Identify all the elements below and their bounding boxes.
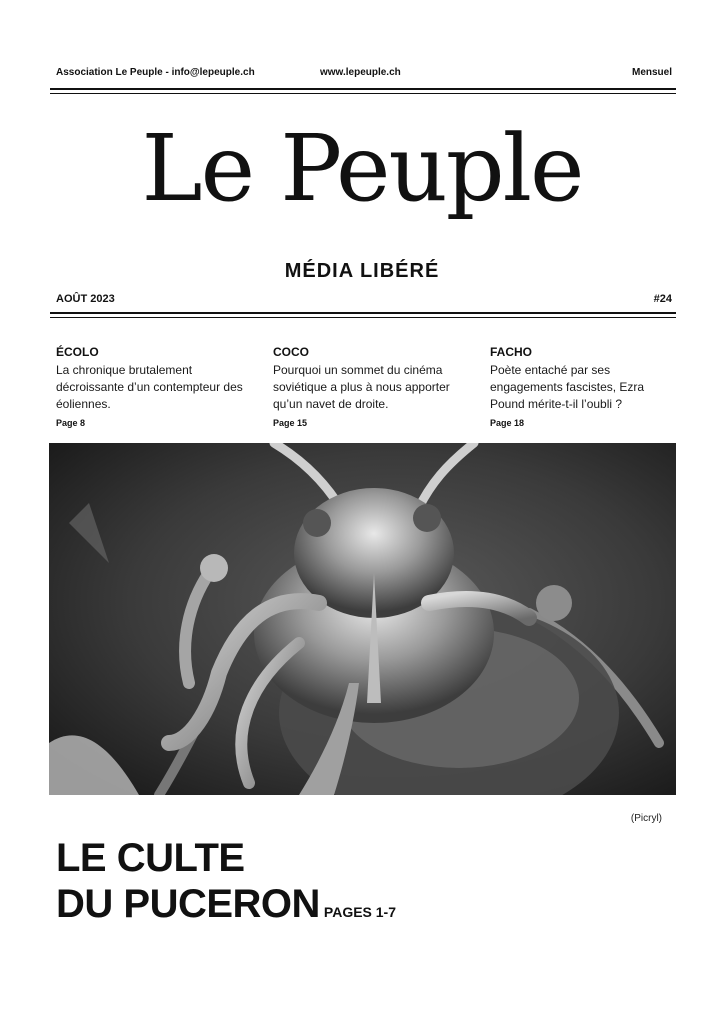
cover-headline[interactable]	[56, 835, 396, 935]
issue-number: #24	[653, 293, 672, 305]
teaser-text: Poète entaché par ses engagements fascistes, Ezra Pound mérite-t-il l’oubli ?	[490, 363, 645, 411]
teaser-ecolo[interactable]	[56, 345, 246, 428]
photo-credit: (Picryl)	[630, 813, 662, 824]
aphid-illustration	[49, 443, 676, 795]
issue-dateline	[56, 293, 672, 307]
teaser-facho[interactable]	[490, 345, 680, 428]
association-contact: Association Le Peuple - info@lepeuple.ch	[56, 67, 255, 78]
headline-line-1: LE CULTE	[56, 836, 245, 880]
website-link[interactable]: www.lepeuple.ch	[320, 67, 401, 78]
top-rule-thin	[50, 93, 676, 94]
dateline-rule-thin	[50, 317, 676, 318]
top-rule-thick	[50, 88, 676, 90]
issue-date: AOÛT 2023	[56, 293, 115, 305]
frequency-label: Mensuel	[631, 67, 672, 78]
teaser-category: COCO	[273, 345, 309, 359]
cover-photo-aphid	[49, 443, 676, 795]
teaser-coco[interactable]	[273, 345, 463, 428]
teaser-text: Pourquoi un sommet du cinéma soviétique a plus à nous apporter qu’un navet de droite.	[273, 363, 450, 411]
masthead-subtitle: MÉDIA LIBÉRÉ	[284, 260, 440, 282]
headline-line-2	[56, 881, 396, 935]
teaser-page: Page 15	[273, 418, 308, 428]
top-info-bar	[56, 67, 672, 81]
teaser-category: FACHO	[490, 345, 532, 359]
headline-pages: PAGES 1-7	[323, 904, 397, 920]
headline-line-2-text: DU PUCERON	[56, 882, 320, 926]
teaser-page: Page 8	[56, 418, 86, 428]
teaser-category: ÉCOLO	[56, 345, 99, 359]
teaser-page: Page 18	[490, 418, 525, 428]
teaser-text: La chronique brutalement décroissante d’un contempteur des éoliennes.	[56, 363, 243, 411]
masthead-title: Le Peuple	[141, 115, 583, 222]
dateline-rule-thick	[50, 312, 676, 314]
